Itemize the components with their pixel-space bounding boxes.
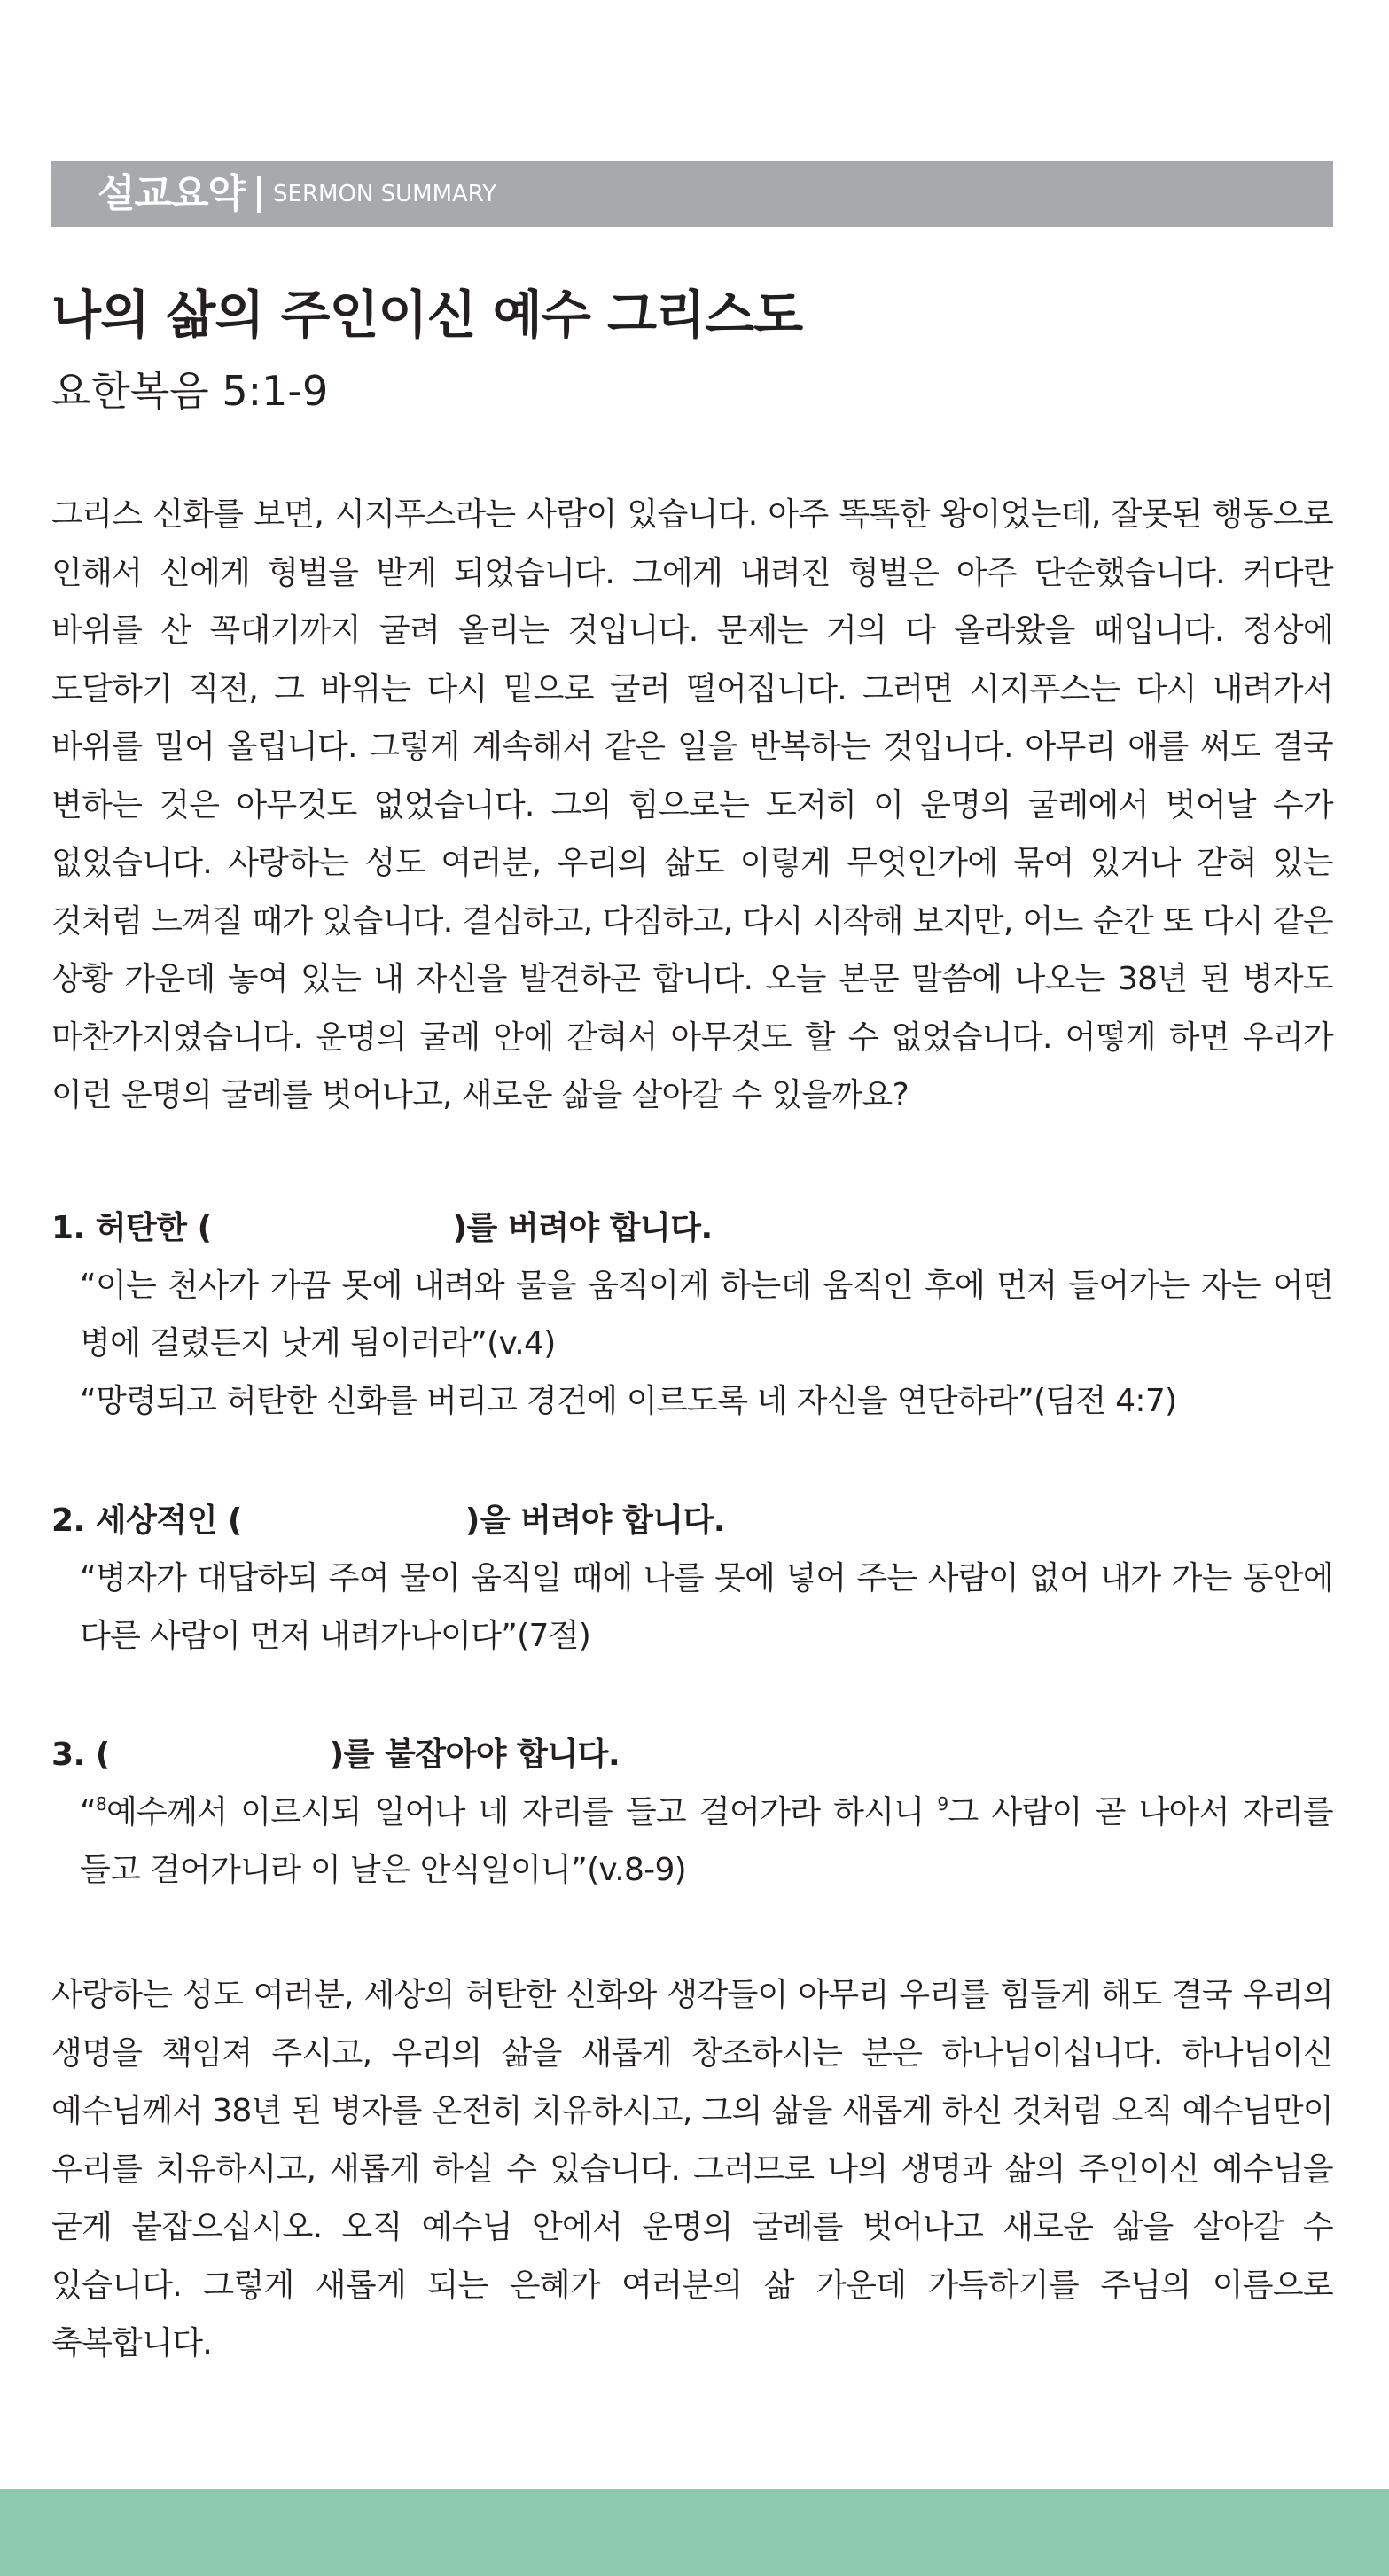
- scripture-reference: 요한복음 5:1-9: [51, 367, 329, 415]
- quote-open-mark: “: [80, 1794, 96, 1831]
- point-3-heading-start: 3. (: [51, 1737, 110, 1773]
- point-2-heading: [51, 1493, 1333, 1550]
- sermon-title: 나의 삶의 주인이신 예수 그리스도: [51, 285, 803, 345]
- footer-color-bar: [0, 2489, 1389, 2576]
- sermon-point-2: [51, 1493, 1333, 1665]
- sermon-point-1: [51, 1200, 1333, 1430]
- point-1-heading-end: )를 버려야 합니다.: [452, 1210, 713, 1246]
- point-2-heading-start: 2. 세상적인 (: [51, 1503, 242, 1539]
- point-2-heading-end: )을 버려야 합니다.: [464, 1503, 725, 1539]
- point-3-heading-end: )를 붙잡아야 합니다.: [329, 1737, 620, 1773]
- point-1-heading: [51, 1200, 1333, 1257]
- point-3-heading: [51, 1727, 1333, 1784]
- point-1-heading-start: 1. 허탄한 (: [51, 1210, 212, 1246]
- intro-paragraph: 그리스 신화를 보면, 시지푸스라는 사람이 있습니다. 아주 똑똑한 왕이었는데, 잘못된 행동으로 인해서 신에게 형벌을 받게 되었습니다. 그에게 내려진 형벌은 아주 단순했습니다. 커다란 바위를 산 꼭대기까지 굴려 올리는 것입니다. 문제는 거의 다 올라왔을 때입니다. 정상에 도달하기 직전, 그 바위는 다시 밑으로 굴러 떨어집니다. 그러면 시지푸스는 다시 내려가서 바위를 밀어 올립니다. 그렇게 계속해서 같은 일을 반복하는 것입니다. 아무리 애를 써도 결국 변하는 것은 아무것도 없었습니다. 그의 힘으로는 도저히 이 운명의 굴레에서 벗어날 수가 없었습니다. 사랑하는 성도 여러분, 우리의 삶도 이렇게 무엇인가에 묶여 있거나 갇혀 있는 것처럼 느껴질 때가 있습니다. 결심하고, 다짐하고, 다시 시작해 보지만, 어느 순간 또 다시 같은 상황 가운데 놓여 있는 내 자신을 발견하곤 합니다. 오늘 본문 말씀에 나오는 38년 된 병자도 마찬가지였습니다. 운명의 굴레 안에 갇혀서 아무것도 할 수 없었습니다. 어떻게 하면 우리가 이런 운명의 굴레를 벗어나고, 새로운 삶을 살아갈 수 있을까요?: [51, 496, 1333, 1113]
- verse-8-text: 예수께서 이르시되 일어나 네 자리를 들고 걸어가라 하시니: [105, 1794, 938, 1831]
- point-3-quote-1: [51, 1784, 1333, 1899]
- verse-number-9: 9: [937, 1793, 948, 1815]
- sermon-point-3: [51, 1727, 1333, 1899]
- section-header-bar: [51, 161, 1333, 227]
- point-1-quote-1: “이는 천사가 가끔 못에 내려와 물을 움직이게 하는데 움직인 후에 먼저 들어가는 자는 어떤 병에 걸렸든지 낫게 됨이러라”(v.4): [80, 1268, 1333, 1362]
- section-label-english: SERMON SUMMARY: [273, 181, 497, 207]
- section-label-divider: [257, 176, 261, 213]
- point-1-quote-2: “망령되고 허탄한 신화를 버리고 경건에 이르도록 네 자신을 연단하라”(딤전 4:7): [80, 1383, 1177, 1419]
- verse-number-8: 8: [95, 1793, 106, 1815]
- point-2-quote-1: “병자가 대답하되 주여 물이 움직일 때에 나를 못에 넣어 주는 사람이 없어 내가 가는 동안에 다른 사람이 먼저 내려가나이다”(7절): [80, 1560, 1333, 1654]
- section-label-korean: 설교요약: [98, 171, 246, 216]
- closing-paragraph: 사랑하는 성도 여러분, 세상의 허탄한 신화와 생각들이 아무리 우리를 힘들게 해도 결국 우리의 생명을 책임져 주시고, 우리의 삶을 새롭게 창조하시는 분은 하나님이십니다. 하나님이신 예수님께서 38년 된 병자를 온전히 치유하시고, 그의 삶을 새롭게 하신 것처럼 오직 예수님만이 우리를 치유하시고, 새롭게 하실 수 있습니다. 그러므로 나의 생명과 삶의 주인이신 예수님을 굳게 붙잡으십시오. 오직 예수님 안에서 운명의 굴레를 벗어나고 새로운 삶을 살아갈 수 있습니다. 그렇게 새롭게 되는 은혜가 여러분의 삶 가운데 가득하기를 주님의 이름으로 축복합니다.: [51, 1977, 1333, 2361]
- verse-9-text: 그 사람이 곧 나아서 자리를 들고 걸어가니라 이 날은 안식일이니”(v.8-9): [80, 1794, 1333, 1888]
